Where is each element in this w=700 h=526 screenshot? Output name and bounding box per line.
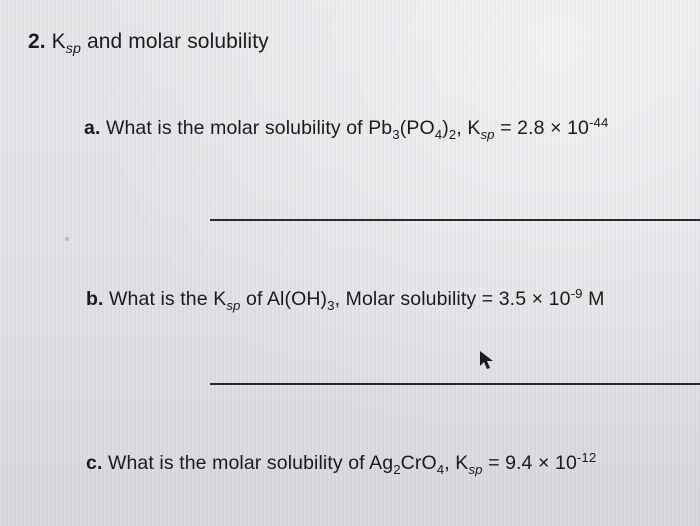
question-a [84,114,609,142]
question-c-text-2: CrO [400,452,437,474]
section-heading [28,30,269,57]
answer-line-b[interactable] [210,383,700,385]
question-b-text-3: , Molar solubility = 3.5 × 10 [334,288,571,310]
question-a-text-4: , K [456,117,481,139]
heading-k-subscript: sp [65,40,82,57]
question-a-text-3: ) [442,117,449,139]
question-a-text-2: (PO [399,117,435,139]
answer-line-a[interactable] [210,219,700,221]
mouse-pointer-icon [478,350,496,370]
question-c-text-4: = 9.4 × 10 [482,452,577,474]
question-b-text-2: of Al(OH) [240,288,328,310]
question-a-sub-1: 3 [392,126,400,142]
question-b [86,285,605,313]
heading-k: K [51,30,66,53]
question-b-text: What is the K [103,288,227,310]
question-b-text-4: M [582,288,605,310]
question-c-ksp-subscript: sp [468,461,483,477]
question-b-letter: b. [86,288,104,310]
question-c-text: What is the molar solubility of Ag [102,452,394,474]
question-c-text-3: , K [444,452,469,474]
question-a-ksp-subscript: sp [480,126,495,142]
question-b-sub-1: 3 [327,297,335,313]
section-number: 2. [28,30,46,53]
question-c-exponent: -12 [576,449,597,465]
question-a-sub-3: 2 [448,126,457,142]
question-c-sub-2: 4 [436,461,445,477]
question-a-exponent: -44 [589,114,609,130]
question-c-sub-1: 2 [393,461,401,477]
question-c [86,449,597,477]
question-c-letter: c. [86,452,103,474]
question-a-text: What is the molar solubility of Pb [100,117,393,139]
question-a-sub-2: 4 [434,126,443,142]
paper-speck [65,237,69,241]
question-a-text-5: = 2.8 × 10 [494,117,589,139]
question-b-exponent: -9 [570,285,583,301]
question-a-letter: a. [84,117,101,139]
question-b-ksp-subscript: sp [226,297,241,313]
heading-text: and molar solubility [81,30,269,53]
